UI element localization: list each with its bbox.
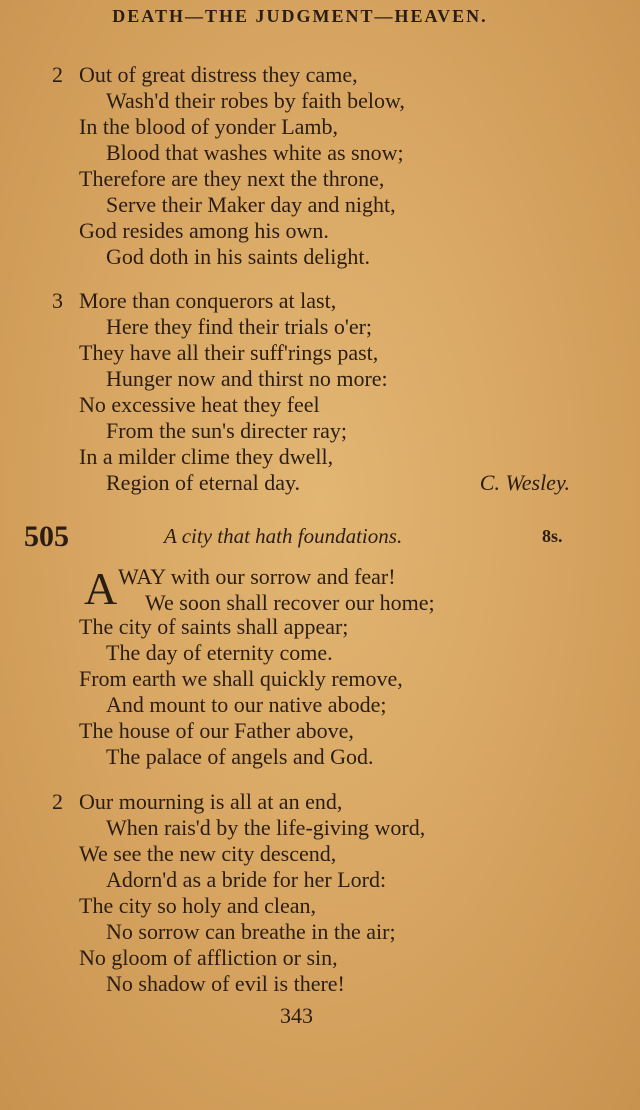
- stanza-line: The day of eternity come.: [106, 640, 333, 665]
- stanza-1: [52, 62, 592, 270]
- stanza-line: The house of our Father above,: [79, 718, 354, 743]
- stanza-line: In a milder clime they dwell,: [79, 444, 334, 469]
- stanza-4: [52, 789, 592, 997]
- stanza-line: No shadow of evil is there!: [106, 971, 345, 996]
- stanza-line: When rais'd by the life-giving word,: [106, 815, 426, 840]
- hymn-heading: [24, 520, 584, 556]
- stanza-line: The city of saints shall appear;: [79, 614, 349, 639]
- stanza-number: 2: [52, 789, 63, 814]
- stanza-line: Hunger now and thirst no more:: [106, 366, 388, 391]
- drop-cap: A: [84, 563, 118, 614]
- page-header: DEATH—THE JUDGMENT—HEAVEN.: [112, 6, 488, 26]
- stanza-line: They have all their suff'rings past,: [79, 340, 379, 365]
- author-attribution: C. Wesley.: [479, 470, 570, 495]
- stanza-line: Wash'd their robes by faith below,: [106, 88, 405, 113]
- stanza-line: Serve their Maker day and night,: [106, 192, 396, 217]
- stanza-line: Region of eternal day. C. Wesley.: [106, 470, 570, 495]
- hymn-meter: 8s.: [542, 526, 563, 546]
- stanza-line: No gloom of affliction or sin,: [79, 945, 338, 970]
- hymn-number: 505: [24, 520, 69, 553]
- stanza-line: Blood that washes white as snow;: [106, 140, 404, 165]
- stanza-line: From earth we shall quickly remove,: [79, 666, 403, 691]
- stanza-line: Adorn'd as a bride for her Lord:: [106, 867, 387, 892]
- stanza-3: [52, 614, 592, 770]
- stanza-line: We see the new city descend,: [79, 841, 337, 866]
- stanza-line: In the blood of yonder Lamb,: [79, 114, 339, 139]
- page-number: 343: [280, 1003, 313, 1028]
- stanza-line: The city so holy and clean,: [79, 893, 317, 918]
- stanza-number: 2: [52, 62, 63, 87]
- stanza-line: And mount to our native abode;: [106, 692, 387, 717]
- stanza-line: We soon shall recover our home;: [145, 590, 435, 615]
- stanza-line: 2 Our mourning is all at an end,: [52, 789, 343, 814]
- stanza-line: God doth in his saints delight.: [106, 244, 370, 269]
- stanza-line: God resides among his own.: [79, 218, 329, 243]
- stanza-line: The palace of angels and God.: [106, 744, 374, 769]
- stanza-line: From the sun's directer ray;: [106, 418, 348, 443]
- stanza-line: No excessive heat they feel: [79, 392, 320, 417]
- stanza-line: Therefore are they next the throne,: [79, 166, 385, 191]
- stanza-line: 2 Out of great distress they came,: [52, 62, 358, 87]
- stanza-line: Here they find their trials o'er;: [106, 314, 373, 339]
- stanza-number: 3: [52, 288, 63, 313]
- hymn-title: A city that hath foundations.: [164, 524, 403, 548]
- stanza-line: WAY with our sorrow and fear!: [118, 564, 396, 589]
- stanza-2: [52, 288, 592, 496]
- stanza-line: No sorrow can breathe in the air;: [106, 919, 396, 944]
- stanza-line: 3 More than conquerors at last,: [52, 288, 337, 313]
